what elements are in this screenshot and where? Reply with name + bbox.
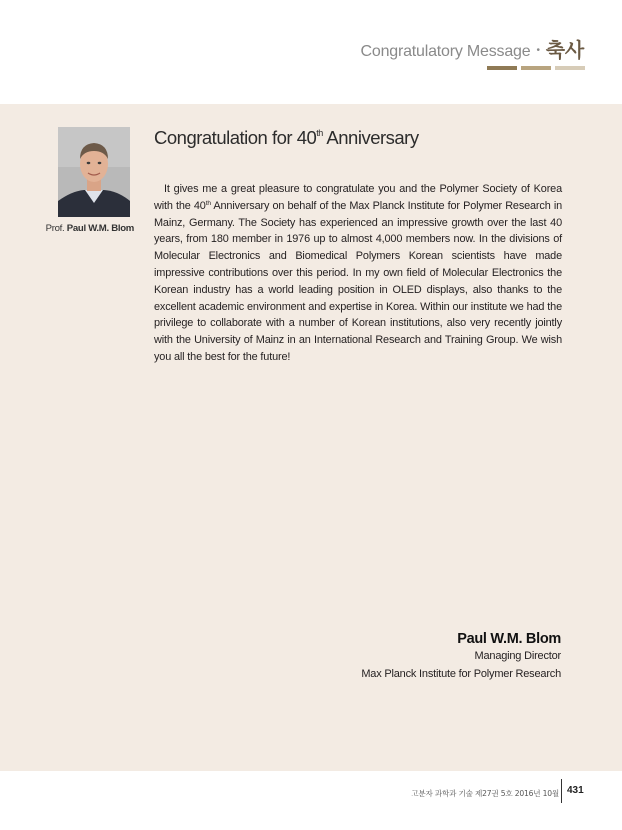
section-separator: • <box>536 45 540 56</box>
journal-info: 고분자 과학과 기술 제27권 5호 2016년 10월 <box>411 789 559 798</box>
header-decor-bars <box>487 66 585 70</box>
section-title <box>361 34 584 63</box>
caption-name: Paul W.M. Blom <box>66 223 134 234</box>
author-photo <box>58 127 130 217</box>
decor-bar-3 <box>555 66 585 70</box>
body-superscript: th <box>205 199 211 207</box>
decor-bar-1 <box>487 66 517 70</box>
article-body <box>154 181 562 366</box>
title-superscript: th <box>316 128 323 138</box>
title-text-start: Congratulation for 40 <box>154 127 317 148</box>
author-caption <box>44 223 134 234</box>
page-footer <box>0 771 622 830</box>
article-title <box>154 127 419 149</box>
decor-bar-2 <box>521 66 551 70</box>
signature-institution: Max Planck Institute for Polymer Research <box>361 667 561 680</box>
signature-name: Paul W.M. Blom <box>457 631 561 647</box>
footer-divider <box>561 779 562 803</box>
caption-prefix: Prof. <box>45 223 65 234</box>
title-text-end: Anniversary <box>322 127 419 148</box>
body-text-start: It gives me a great pleasure to congratulate you and the Polymer Society of Korea with the 40 <box>154 183 562 212</box>
page-number: 431 <box>567 785 584 796</box>
signature-title: Managing Director <box>474 650 561 662</box>
body-text-rest: Anniversary on behalf of the Max Planck Institute for Polymer Research in Mainz, Germany. The Society has experienced an impressive growth over the last 40 years, from 180 member in 1976 up to almost 4,000 members now. In the divisions of Molecular Electronics and Biomedical Polymers Korean scientists have made impressive contributions over this period. In my own field of Molecular Electronics the Korean industry has a world leading position in OLED displays, also thanks to the excellent academic environment and expertise in Korea. Within our institute we had the privilege to collaborate with a number of Korean institutions, also very recently jointly with the University of Mainz in an International Research and Training Group. We wish you all the best for the future! <box>154 199 562 363</box>
section-title-korean: 축사 <box>545 38 584 62</box>
page-header <box>0 0 622 104</box>
section-title-english: Congratulatory Message <box>360 43 531 60</box>
signature-block <box>361 631 561 682</box>
